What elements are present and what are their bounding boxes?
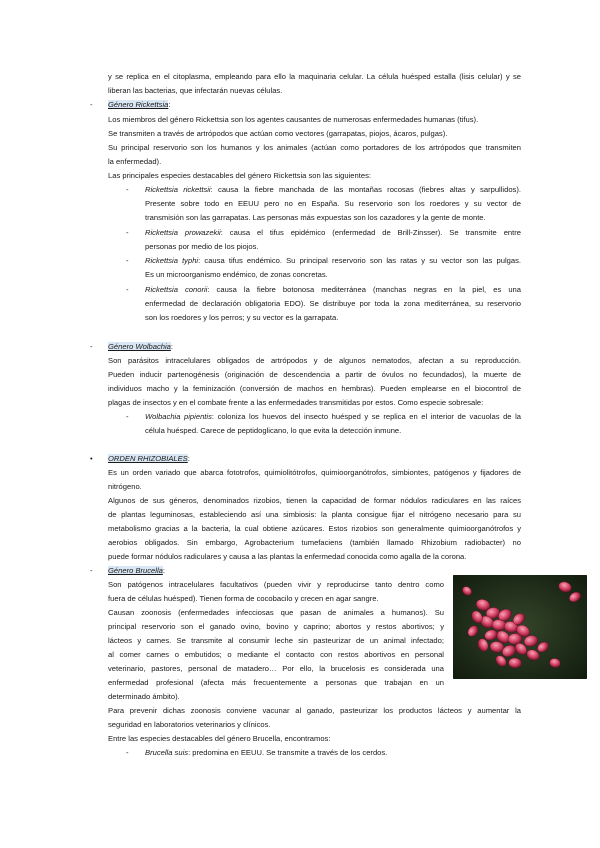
section-heading-rickettsia: Género Rickettsia: (108, 100, 171, 109)
paragraph: aerobios obligados. Sin embargo, Agrobacterium tumefaciens (también llamado Rhizobium radiobacter) no (108, 538, 521, 547)
paragraph: Algunos de sus géneros, denominados rizobios, tienen la capacidad de formar nódulos radiculares en las raíces (108, 496, 521, 505)
paragraph: Las principales especies destacables del género Rickettsia son las siguientes: (108, 171, 371, 180)
section-heading-wolbachia: Género Wolbachia: (108, 342, 174, 351)
paragraph: individuos macho y la feminización (conversión de machos en hembras). Pueden emplearse en el biocontrol de (108, 384, 521, 393)
paragraph: principal reservorio son el ganado ovino, bovino y caprino; abortos y restos abortivos; y (108, 622, 444, 631)
dash-bullet: - (126, 256, 129, 265)
species-line: Es un microorganismo endémico, de zonas concretas. (145, 270, 328, 279)
dash-bullet: - (90, 100, 93, 109)
paragraph: Son patógenos intracelulares facultativos (pueden vivir y reproducirse tanto dentro como (108, 580, 444, 589)
dash-bullet: - (126, 412, 129, 421)
species-line: Wolbachia pipientis: coloniza los huevos del insecto huésped y se replica en el interior de vacuolas de la (145, 412, 521, 421)
species-line: Rickettsia typhi: causa tifus endémico. Su principal reservorio son las ratas y su vector son las pulgas. (145, 256, 521, 265)
section-heading-brucella: Género Brucella: (108, 566, 165, 575)
paragraph: veterinario, pastores, personal de matadero… Por ello, la brucelosis es considerada una (108, 664, 444, 673)
species-line: Rickettsia conorii: causa la fiebre botonosa mediterránea (manchas negras en la piel, es una (145, 285, 521, 294)
intro-line: liberan las bacterias, que infectarán nuevas células. (108, 86, 283, 95)
paragraph: Entre las especies destacables del género Brucella, encontramos: (108, 734, 331, 743)
species-line: enfermedad de declaración obligatoria EDO). Se distribuye por toda la zona mediterránea, su reservorio (145, 299, 521, 308)
species-line: transmisión son las garrapatas. Las personas más expuestas son los cazadores y la gente de monte. (145, 213, 486, 222)
intro-line: y se replica en el citoplasma, empleando para ello la maquinaria celular. La célula huésped estalla (lisis celular) y se (108, 72, 521, 81)
species-line: son los roedores y los perros; y su vector es la garrapata. (145, 313, 339, 322)
species-line: Rickettsia prowazekii: causa el tifus epidémico (enfermedad de Brill-Zinsser). Se transmite entre (145, 228, 521, 237)
paragraph: determinado ámbito). (108, 692, 180, 701)
paragraph: Los miembros del género Rickettsia son los agentes causantes de numerosas enfermedades humanas (tifus). (108, 115, 479, 124)
paragraph: Pueden inducir partenogénesis (originación de descendencia a partir de óvulos no fecundados), la muerte de (108, 370, 521, 379)
paragraph: lácteos y carnes. Se transmite al consumir leche sin pasteurizar de un animal infectado; (108, 636, 444, 645)
bacteria-cluster-illustration (453, 575, 587, 679)
dot-bullet: • (90, 454, 93, 463)
paragraph: nitrógeno. (108, 482, 142, 491)
dash-bullet: - (126, 285, 129, 294)
section-heading-rhizobiales: ORDEN RHIZOBIALES: (108, 454, 190, 463)
dash-bullet: - (126, 748, 129, 757)
dash-bullet: - (126, 185, 129, 194)
paragraph: Causan zoonosis (enfermedades infecciosas que pasan de animales a humanos). Su (108, 608, 444, 617)
paragraph: Para prevenir dichas zoonosis conviene vacunar al ganado, pasteurizar los productos lácteos y aumentar la (108, 706, 521, 715)
paragraph: metabolismo gracias a la bacteria, la cual obtiene azúcares. Estos rizobios son generalmente quimioorganótrofos y (108, 524, 521, 533)
species-line: Presente sobre todo en EEUU pero no en España. Su reservorio son los roedores y su vector de (145, 199, 521, 208)
paragraph: plagas de insectos y en el combate frente a las enfermedades transmitidas por estos. Como especie sobresale: (108, 398, 484, 407)
paragraph: enfermedad profesional (afecta más frecuentemente a personas que trabajan en un (108, 678, 444, 687)
species-line: célula huésped. Carece de peptidoglicano, lo que evita la detección inmune. (145, 426, 402, 435)
paragraph: Son parásitos intracelulares obligados de artrópodos y de algunos nematodos, afectan a su reproducción. (108, 356, 521, 365)
paragraph: de plantas leguminosas, estableciendo así una simbiosis: la planta consigue fijar el nitrógeno necesario para su (108, 510, 521, 519)
paragraph: Es un orden variado que abarca fototrofos, quimiolitótrofos, quimioorganótrofos, simbiontes, patógenos y fijadores de (108, 468, 521, 477)
paragraph: seguridad en laboratorios veterinarios y clínicos. (108, 720, 271, 729)
dash-bullet: - (90, 566, 93, 575)
species-line: Brucella suis: predomina en EEUU. Se transmite a través de los cerdos. (145, 748, 388, 757)
paragraph: al comer carnes o embutidos; o mediante el contacto con restos abortivos en personal (108, 650, 444, 659)
paragraph: Se transmiten a través de artrópodos que actúan como vectores (garrapatas, piojos, ácaros, pulgas). (108, 129, 448, 138)
paragraph: fuera de células huésped). Tienen forma de cocobacilo y crecen en agar sangre. (108, 594, 379, 603)
paragraph: puede formar nódulos radiculares y causa a las plantas la enfermedad conocida como agalla de la corona. (108, 552, 467, 561)
dash-bullet: - (126, 228, 129, 237)
brucella-micrograph-image (453, 575, 587, 679)
species-line: personas por medio de los piojos. (145, 242, 259, 251)
species-line: Rickettsia rickettsii: causa la fiebre manchada de las montañas rocosas (fiebres altas y sarpullidos). (145, 185, 521, 194)
dash-bullet: - (90, 342, 93, 351)
paragraph: la enfermedad). (108, 157, 162, 166)
paragraph: Su principal reservorio son los humanos y los animales (actúan como portadores de los artrópodos que transmiten (108, 143, 521, 152)
